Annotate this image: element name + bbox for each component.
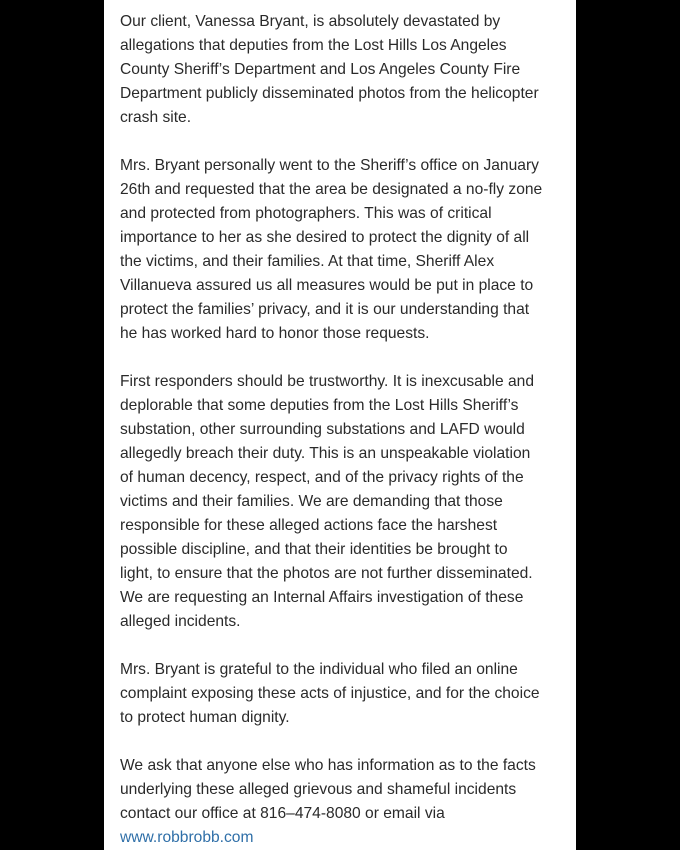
statement-panel (104, 0, 576, 850)
paragraph-contact-request (120, 754, 566, 850)
text-line: Mrs. Bryant personally went to the Sheriff’s office on January (120, 157, 539, 174)
paragraph-first-responders (120, 370, 566, 634)
text-line: Department publicly disseminated photos from the helicopter (120, 85, 539, 102)
text-line: deplorable that some deputies from the Lost Hills Sheriff’s (120, 397, 519, 414)
text-line: contact our office at 816–474-8080 or email via (120, 805, 445, 822)
text-line: substation, other surrounding substations and LAFD would (120, 421, 525, 438)
text-line: responsible for these alleged actions face the harshest (120, 517, 498, 534)
text-line: the victims, and their families. At that time, Sheriff Alex (120, 253, 495, 270)
text-line: of human decency, respect, and of the privacy rights of the (120, 469, 524, 486)
text-line: underlying these alleged grievous and shameful incidents (120, 781, 517, 798)
text-line: We ask that anyone else who has information as to the facts (120, 757, 536, 774)
text-line: Mrs. Bryant is grateful to the individual who filed an online (120, 661, 518, 678)
text-line: and protected from photographers. This was of critical (120, 205, 492, 222)
text-line: protect the families’ privacy, and it is our understanding that (120, 301, 530, 318)
text-line: First responders should be trustworthy. It is inexcusable and (120, 373, 535, 390)
text-line: victims and their families. We are demanding that those (120, 493, 503, 510)
paragraph-client-devastated (120, 10, 566, 130)
paragraph-sheriff-office-visit (120, 154, 566, 346)
text-line: crash site. (120, 109, 192, 126)
text-line: light, to ensure that the photos are not further disseminated. (120, 565, 533, 582)
text-line: County Sheriff’s Department and Los Angeles County Fire (120, 61, 521, 78)
text-line: he has worked hard to honor those requests. (120, 325, 430, 342)
text-line: Villanueva assured us all measures would be put in place to (120, 277, 534, 294)
text-line: complaint exposing these acts of injustice, and for the choice (120, 685, 540, 702)
text-line: to protect human dignity. (120, 709, 290, 726)
text-line: allegedly breach their duty. This is an unspeakable violation (120, 445, 531, 462)
text-line: importance to her as she desired to protect the dignity of all (120, 229, 530, 246)
paragraph-grateful (120, 658, 566, 730)
text-line: 26th and requested that the area be designated a no-fly zone (120, 181, 543, 198)
text-line: We are requesting an Internal Affairs investigation of these (120, 589, 524, 606)
website-link[interactable]: www.robbrobb.com (120, 829, 254, 846)
text-line: possible discipline, and that their identities be brought to (120, 541, 508, 558)
statement-body (120, 10, 566, 850)
text-line: allegations that deputies from the Lost Hills Los Angeles (120, 37, 507, 54)
text-line: alleged incidents. (120, 613, 241, 630)
text-line: Our client, Vanessa Bryant, is absolutely devastated by (120, 13, 501, 30)
